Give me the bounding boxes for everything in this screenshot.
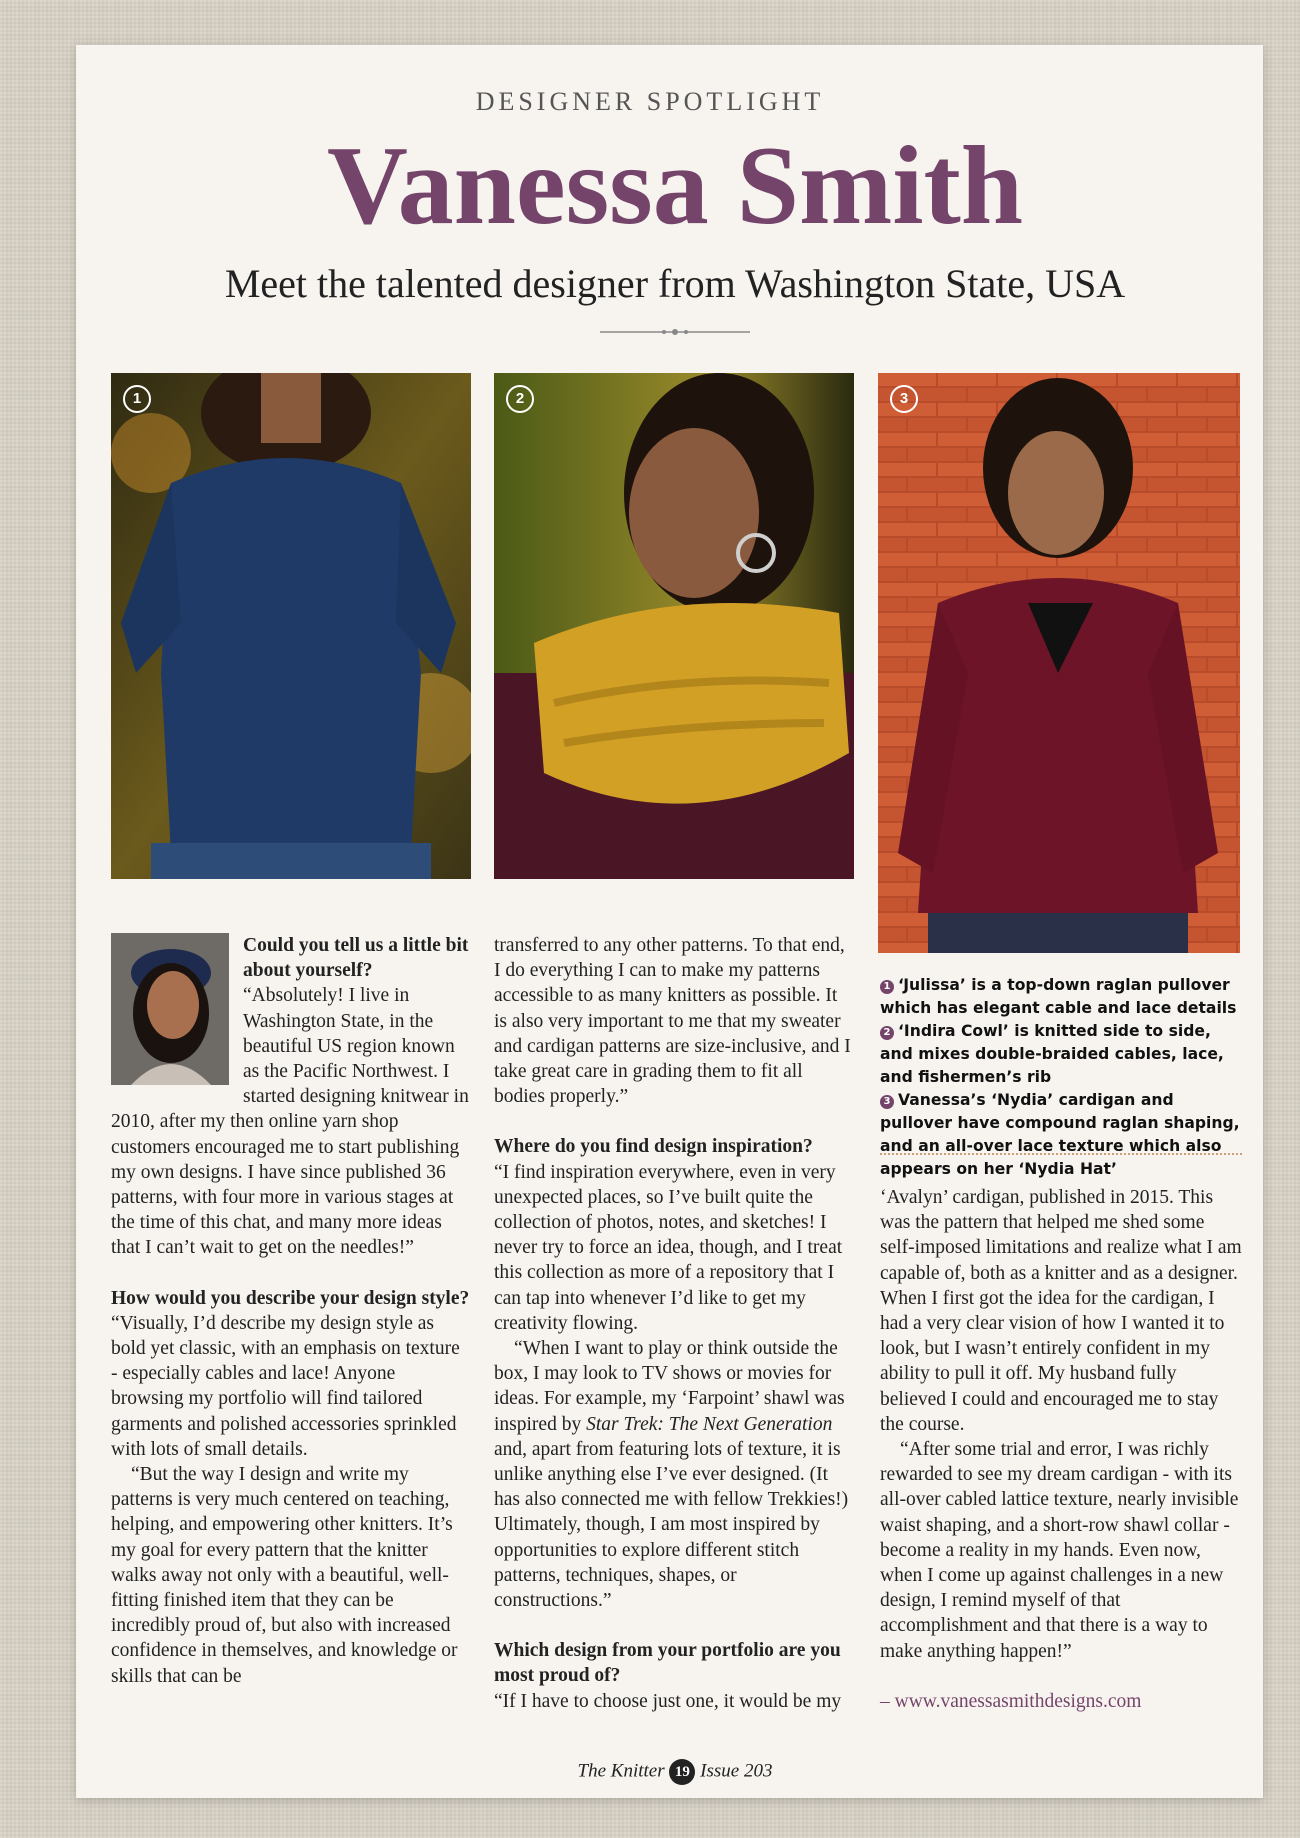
photo-nydia-cardigan [878,373,1240,953]
caption-number: 3 [880,1095,894,1109]
caption-text: ‘Indira Cowl’ is knitted side to side, and mixes double-braided cables, lace, and fishermen’s rib [880,1022,1224,1086]
issue-number: Issue 203 [700,1760,773,1782]
page-footer [0,1759,1300,1785]
designer-website [880,1689,1242,1714]
caption-text: ‘Julissa’ is a top-down raglan pullover which has elegant cable and lace details [880,976,1237,1017]
question-heading: How would you describe your design style? [111,1287,470,1309]
question-heading: Could you tell us a little bit about yourself? [243,935,469,982]
text-run: “When I want to play or think outside the box, I may look to TV shows or movies for ideas. For example, my ‘Farpoint’ shawl was inspired by [494,1338,845,1435]
answer-paragraph: “Visually, I’d describe my design style as bold yet classic, with an emphasis on texture - especially cables and lace! Anyone browsing my portfolio will find tailored garments and polished accessories sprinkled with lots of small details. [111,1312,460,1460]
photo-number-badge: 1 [123,385,151,413]
answer-paragraph: transferred to any other patterns. To that end, I do everything I can to make my patterns accessible to as many knitters as possible. It is also very important to me that my sweater and cardigan patterns are size-inclusive, and I take great care in grading them to fit all bodies properly.” [494,935,851,1108]
magazine-name: The Knitter [577,1760,665,1782]
photo-indira-cowl [494,373,854,879]
ornament-divider [600,325,750,339]
article-column-2 [494,933,854,1714]
photo-captions [880,974,1242,1181]
website-link[interactable]: www.vanessasmithdesigns.com [894,1690,1142,1712]
caption-divider [880,1153,1242,1155]
dash: – [880,1690,895,1712]
question-heading: Which design from your portfolio are you most proud of? [494,1640,841,1687]
answer-paragraph: “But the way I design and write my patterns is very much centered on teaching, helping, and empowering other knitters. It’s my goal for every pattern that the knitter walks away not only with a beautiful, well-fitting finished item that they can be incredibly proud of, but also with increased confidence in themselves, and knowledge or skills that can be [111,1464,458,1687]
caption [880,974,1242,1020]
page-number: 19 [669,1759,695,1785]
question-heading: Where do you find design inspiration? [494,1136,813,1158]
caption-number: 1 [880,980,894,994]
section-kicker: DESIGNER SPOTLIGHT [475,87,825,116]
show-title: Star Trek: The Next Generation [586,1413,833,1435]
article-column-1 [111,933,471,1689]
answer-paragraph [494,1336,854,1613]
photo-julissa-sweater [111,373,471,879]
answer-paragraph: ‘Avalyn’ cardigan, published in 2015. This was the pattern that helped me shed some self-imposed limitations and realize what I am capable of, both as a knitter and as a designer. When I first got the idea for the cardigan, I had a very clear vision of how I wanted it to look, but I wasn’t entirely confident in my ability to pull it off. My husband fully believed I could and encouraged me to stay the course. [880,1187,1242,1435]
article-column-3 [880,1185,1242,1714]
photo-number-badge: 3 [890,385,918,413]
answer-paragraph: “If I have to choose just one, it would be my [494,1690,842,1712]
answer-paragraph: “After some trial and error, I was richly rewarded to see my dream cardigan - with its all-over cabled lattice texture, nearly invisible waist shaping, and a short-row shawl collar - become a reality in my hands. Even now, when I come up against challenges in a new design, I remind myself of that accomplishment and that there is a way to make anything happen!” [880,1439,1239,1662]
caption [880,1089,1242,1181]
designer-headshot [111,933,229,1085]
page-subtitle: Meet the talented designer from Washington State, USA [224,261,1126,306]
page-title: Vanessa Smith [326,124,1024,248]
answer-paragraph: “Absolutely! I live in Washington State, in the beautiful US region known as the Pacific Northwest. I started designing knitwear in 2010, after my then online yarn shop customers encouraged me to start publishing my own designs. I have since published 36 patterns, with four more in various stages at the time of this chat, and many more ideas that I can’t wait to get on the needles!” [111,985,469,1259]
caption-number: 2 [880,1026,894,1040]
answer-paragraph: “I find inspiration everywhere, even in very unexpected places, so I’ve built quite the collection of photos, notes, and sketches! I never try to force an idea, though, and I treat this collection as more of a repository that I can tap into whenever I’d like to get my creativity flowing. [494,1161,843,1334]
caption [880,1020,1242,1089]
text-run: and, apart from featuring lots of texture, it is unlike anything else I’ve ever designed. (It has also connected me with fellow Trekkies!) Ultimately, though, I am most inspired by opportunities to explore different stitch patterns, techniques, shapes, or constructions.” [494,1438,849,1612]
caption-text: Vanessa’s ‘Nydia’ cardigan and pullover have compound raglan shaping, and an all-over lace texture which also appears on her ‘Nydia Hat’ [880,1091,1240,1178]
photo-number-badge: 2 [506,385,534,413]
